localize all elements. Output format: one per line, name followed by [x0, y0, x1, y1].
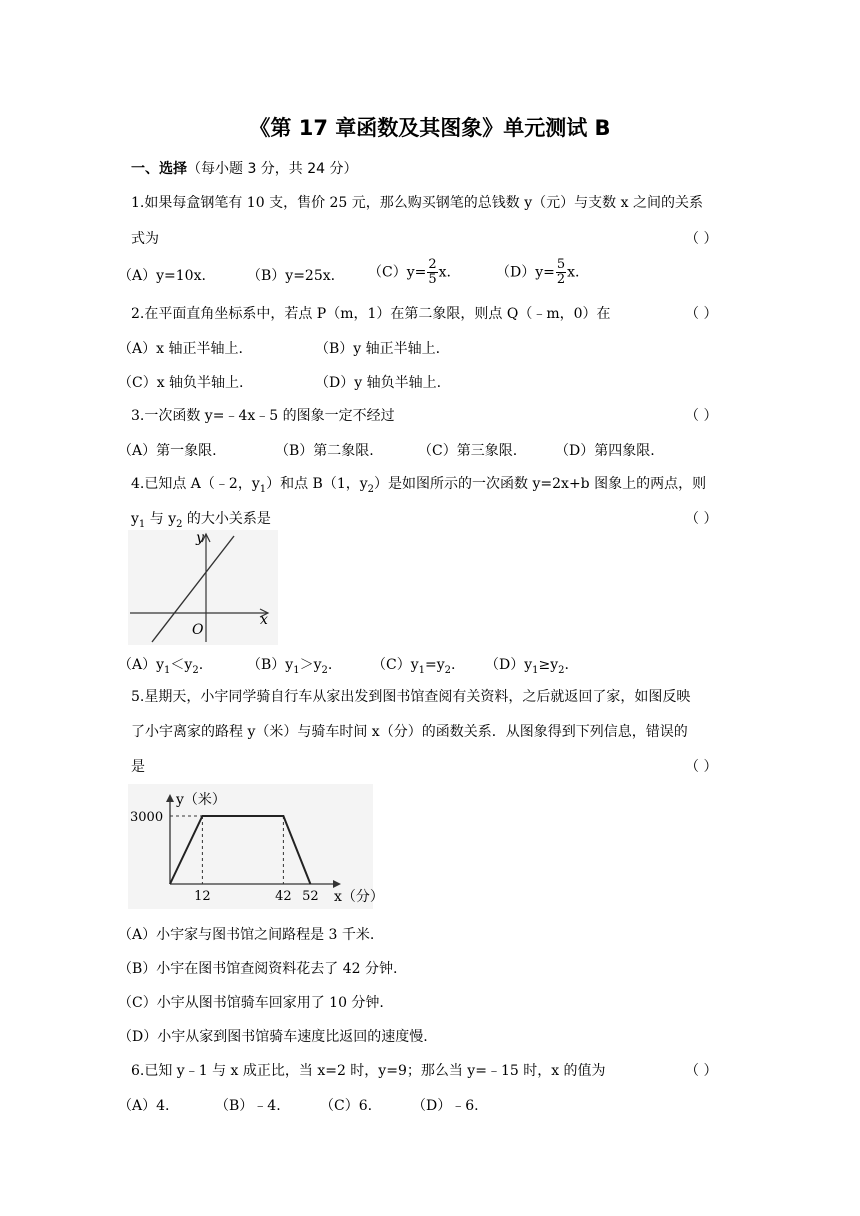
q1-option-a: （A）y=10x.	[118, 268, 206, 284]
x-tick-label: 52	[302, 889, 319, 904]
page-title: 《第 17 章函数及其图象》单元测试 B	[249, 116, 611, 140]
q2-option-c: （C）x 轴负半轴上.	[118, 375, 244, 391]
q6-option-d: （D）﹣6.	[412, 1098, 479, 1114]
y-axis-label: y（米）	[176, 792, 226, 808]
q3-option-b: （B）第二象限.	[275, 443, 374, 459]
q4-stem-line2: $y_1$ 与 $y_2$ 的大小关系是	[131, 511, 271, 530]
y-tick-label: 3000	[130, 810, 164, 825]
q6-option-b: （B）﹣4.	[215, 1098, 281, 1114]
q1-stem-line2: 式为	[131, 231, 159, 247]
q2-answer-blank: （ ）	[685, 306, 718, 322]
section-label: 一、选择	[131, 161, 187, 177]
q6-answer-blank: （ ）	[685, 1063, 718, 1079]
q4-option-d: $(D)y_1\ge y_2$.	[485, 657, 569, 676]
q4-stem-line1: 4.已知点 A（﹣2，$y_1$）和点 B（1，$y_2$）是如图所示的一次函数 y=2x+b 图象上的两点，则	[131, 476, 707, 495]
x-axis-label: x	[260, 612, 268, 628]
q5-option-c: （C）小宇从图书馆骑车回家用了 10 分钟.	[118, 995, 384, 1011]
q3-stem: 3.一次函数 y=﹣4x﹣5 的图象一定不经过	[131, 408, 395, 424]
fraction: $\frac{5}{2}$	[556, 257, 566, 287]
q1-option-c: （C）y= $\frac{2}{5}$ x.	[368, 257, 451, 287]
origin-label: O	[192, 622, 204, 638]
q2-option-a: （A）x 轴正半轴上.	[118, 341, 243, 357]
q5-distance-time-graph	[128, 784, 384, 909]
q1-answer-blank: （ ）	[685, 231, 718, 247]
y-axis-label: y	[196, 530, 204, 546]
q1-stem-line1: 1.如果每盒钢笔有 10 支，售价 25 元，那么购买钢笔的总钱数 y（元）与支数 x 之间的关系	[131, 195, 703, 211]
q4-answer-blank: （ ）	[685, 511, 718, 527]
q3-option-a: （A）第一象限.	[118, 443, 217, 459]
q5-stem-line1: 5.星期天，小宇同学骑自行车从家出发到图书馆查阅有关资料，之后就返回了家，如图反映	[131, 689, 691, 705]
q5-option-a: （A）小宇家与图书馆之间路程是 3 千米.	[118, 927, 375, 943]
q2-option-d: （D）y 轴负半轴上.	[315, 375, 442, 391]
q5-answer-blank: （ ）	[685, 759, 718, 775]
x-tick-label: 12	[194, 889, 211, 904]
q4-option-a: $(A)y_1<y_2$.	[118, 657, 204, 676]
q6-option-a: （A）4.	[118, 1098, 170, 1114]
q3-option-c: （C）第三象限.	[418, 443, 518, 459]
q6-option-c: （C）6.	[320, 1098, 373, 1114]
q5-stem-line3: 是	[131, 759, 145, 775]
q6-stem: 6.已知 y﹣1 与 x 成正比，当 x=2 时，y=9；那么当 y=﹣15 时，x 的值为	[131, 1063, 606, 1079]
q1-option-d: （D）y= $\frac{5}{2}$ x.	[496, 257, 580, 287]
q5-stem-line2: 了小宇离家的路程 y（米）与骑车时间 x（分）的函数关系．从图象得到下列信息，错误的	[131, 724, 688, 740]
q5-option-b: （B）小宇在图书馆查阅资料花去了 42 分钟.	[118, 961, 398, 977]
q4-option-b: $(B)y_1>y_2$.	[247, 657, 333, 676]
section-heading	[131, 158, 358, 178]
q2-option-b: （B）y 轴正半轴上.	[315, 341, 441, 357]
q5-option-d: （D）小宇从家到图书馆骑车速度比返回的速度慢.	[118, 1029, 428, 1045]
q3-answer-blank: （ ）	[685, 408, 718, 424]
x-tick-label: 42	[275, 889, 292, 904]
section-note: （每小题 3 分，共 24 分）	[187, 161, 358, 177]
fraction: $\frac{2}{5}$	[428, 257, 437, 287]
q1-option-b: （B）y=25x.	[247, 268, 336, 284]
q4-line-graph	[128, 530, 278, 645]
x-axis-label: x（分）	[334, 889, 384, 905]
q4-option-c: $(C)y_1=y_2$.	[372, 657, 456, 676]
q3-option-d: （D）第四象限.	[555, 443, 655, 459]
q2-stem: 2.在平面直角坐标系中，若点 P（m，1）在第二象限，则点 Q（﹣m，0）在	[131, 306, 611, 322]
